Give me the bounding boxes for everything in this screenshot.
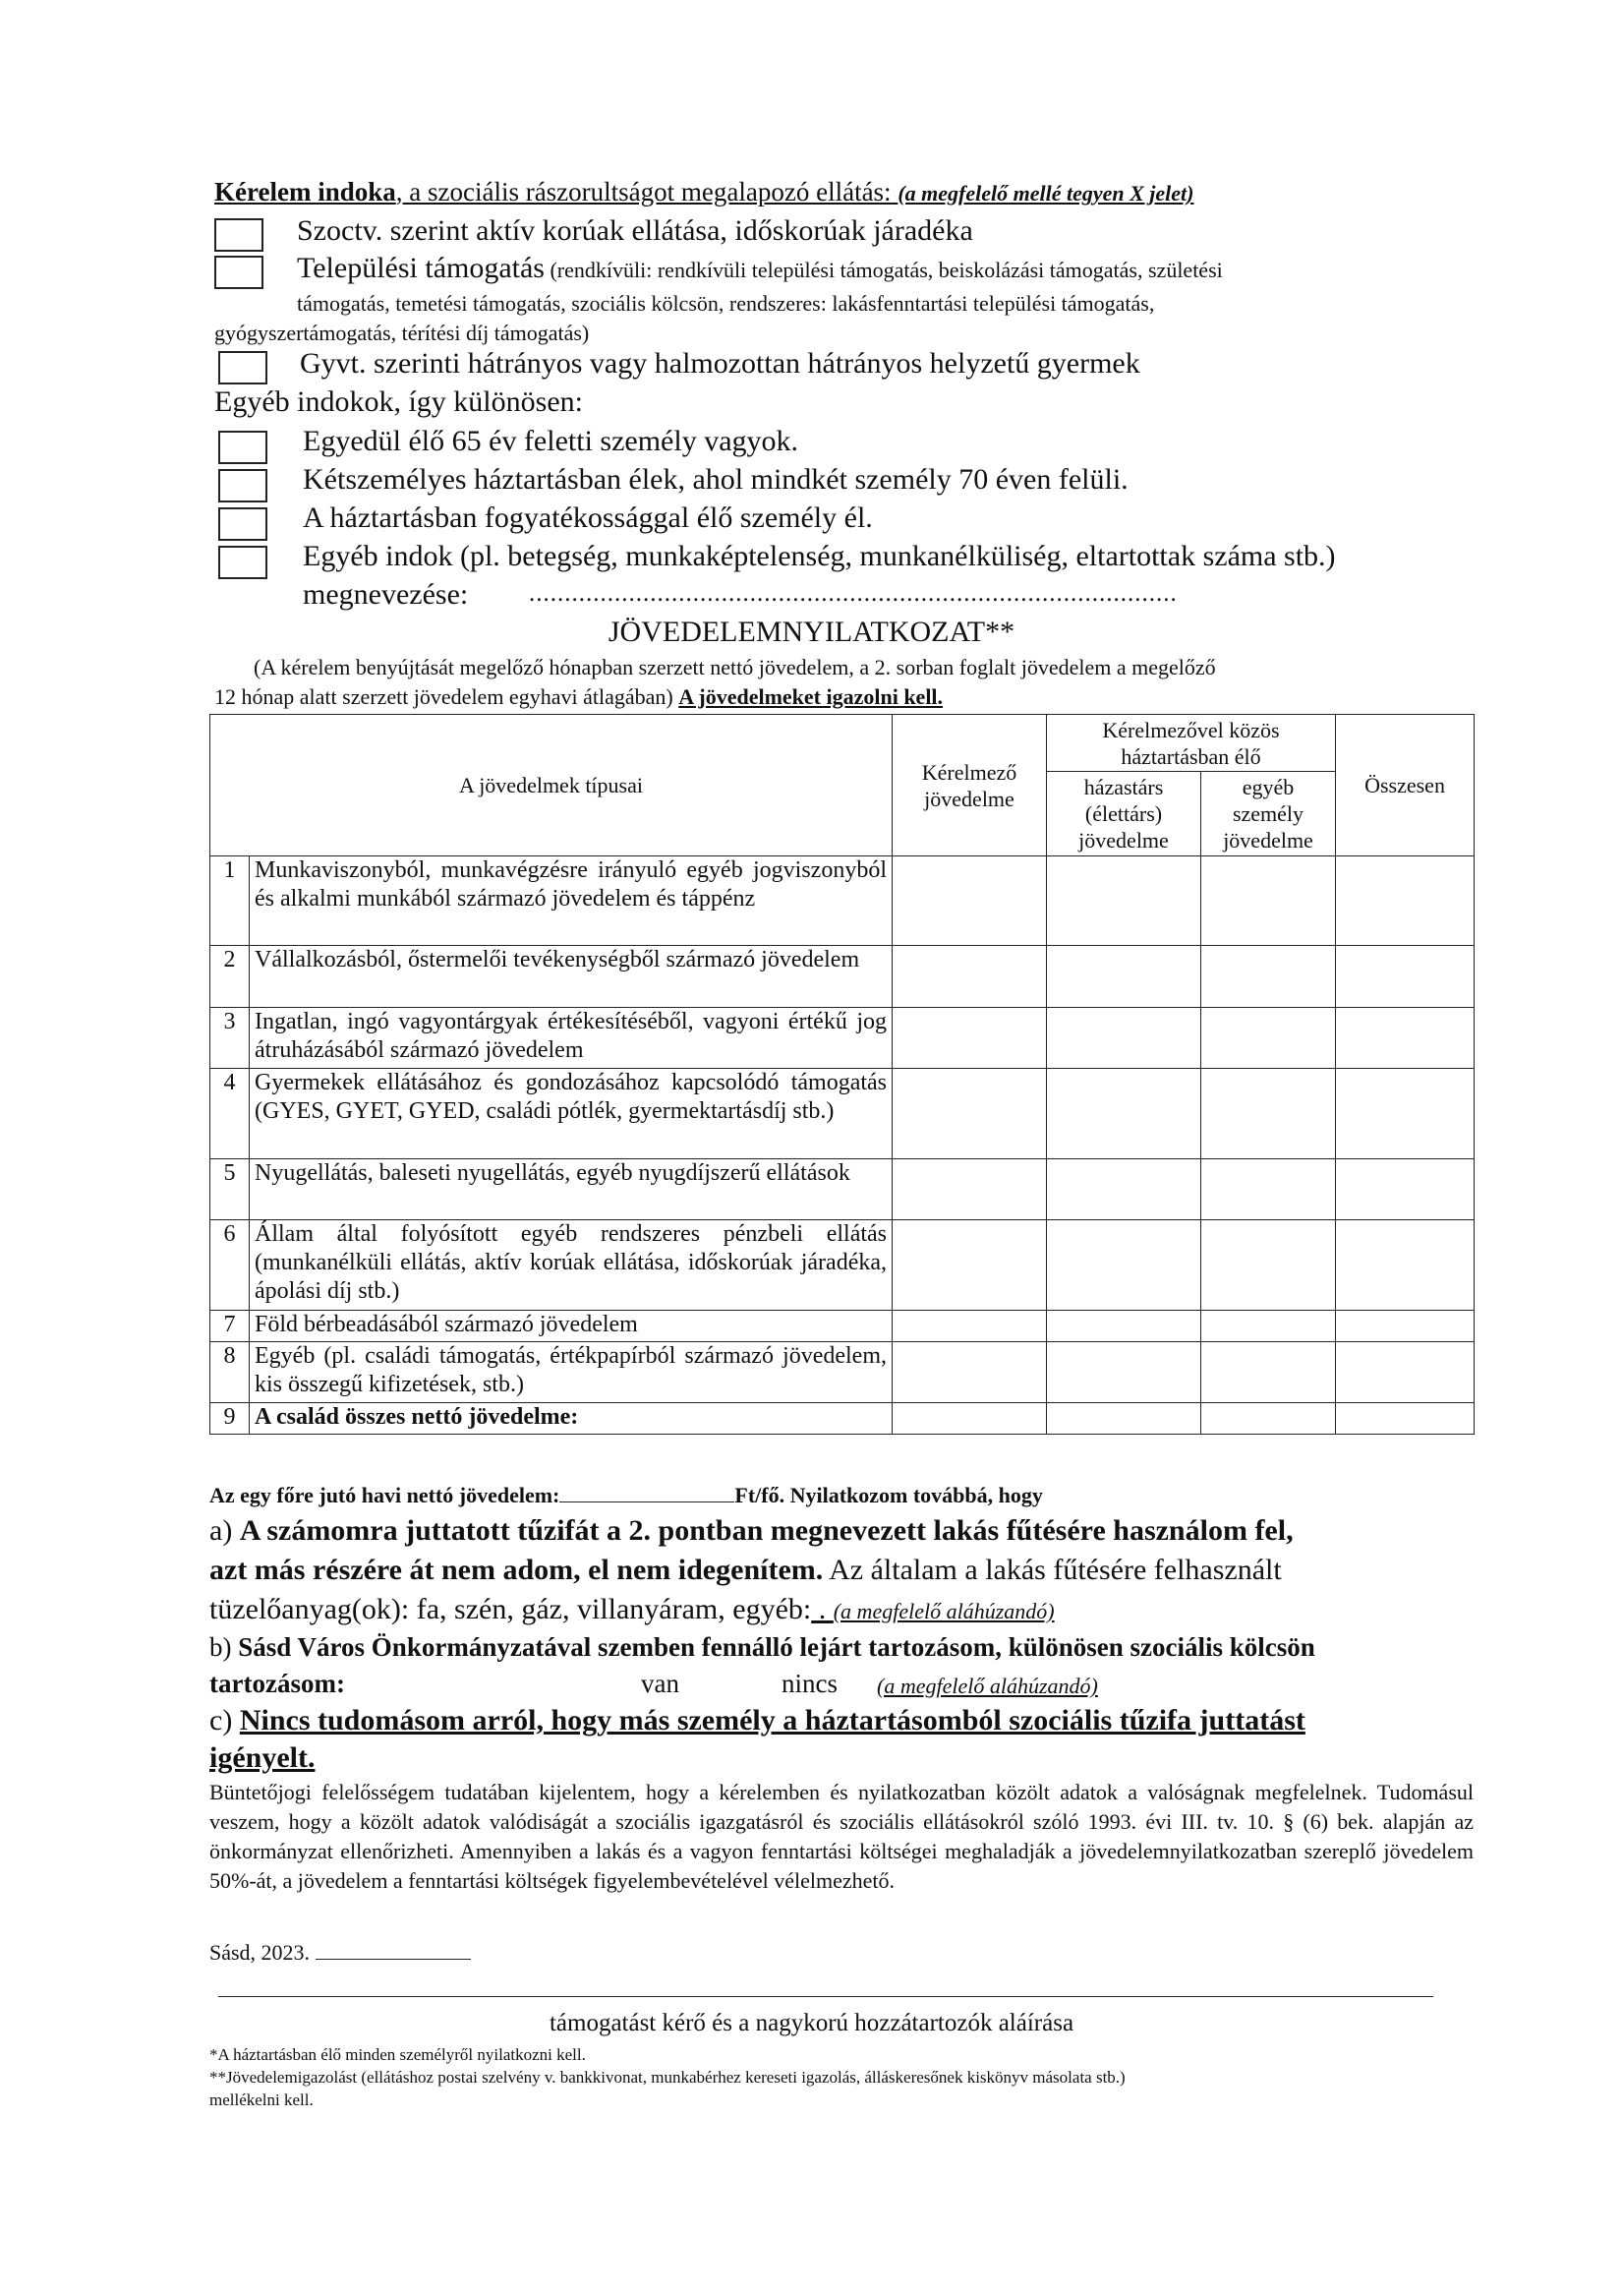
declaration-b-van[interactable]: van [641, 1669, 679, 1698]
cell-other-person[interactable] [1201, 1220, 1336, 1311]
place-date [209, 1940, 471, 1966]
signature-line[interactable] [218, 1996, 1433, 1997]
cell-spouse[interactable] [1047, 1403, 1201, 1435]
reason-item-1: Szoctv. szerint aktív korúak ellátása, időskorúak járadéka [297, 214, 973, 247]
date-field[interactable] [316, 1941, 471, 1960]
declaration-c-prefix: c) [209, 1704, 240, 1737]
declaration-b-note: (a megfelelő aláhúzandó) [877, 1674, 1098, 1698]
declaration-a-bold-1: A számomra juttatott tűzifát a 2. pontban megnevezett lakás fűtésére használom fel, [239, 1514, 1294, 1547]
income-table [209, 714, 1475, 1435]
declaration-a-fuels: tüzelőanyag(ok): fa, szén, gáz, villanyáram, egyéb: [209, 1593, 812, 1625]
cell-total[interactable] [1336, 1220, 1475, 1311]
checkbox-ketszemelyes[interactable] [218, 469, 267, 502]
cell-spouse[interactable] [1047, 1008, 1201, 1069]
checkbox-egyeb-indok[interactable] [218, 546, 267, 579]
declaration-b-prefix: b) [209, 1632, 239, 1662]
col-header-types: A jövedelmek típusai [210, 715, 893, 856]
cell-total[interactable] [1336, 946, 1475, 1008]
reason-item-2-paren-2: támogatás, temetési támogatás, szociális kölcsön, rendszeres: lakásfenntartási települési támogatás, [297, 291, 1155, 316]
row-number: 9 [210, 1403, 250, 1435]
cell-spouse[interactable] [1047, 946, 1201, 1008]
declaration-a-line-3 [209, 1593, 1055, 1626]
other-reason-4-name-field[interactable]: ........................................................................................... [529, 580, 1178, 607]
cell-other-person[interactable] [1201, 946, 1336, 1008]
reason-item-2 [297, 252, 1223, 285]
row-number: 8 [210, 1342, 250, 1403]
per-capita-field[interactable] [559, 1484, 734, 1502]
declaration-a-note: (a megfelelő aláhúzandó) [833, 1599, 1055, 1623]
cell-applicant[interactable] [893, 1069, 1047, 1159]
table-row [210, 946, 1475, 1008]
per-capita-line [209, 1483, 1043, 1508]
cell-spouse[interactable] [1047, 1311, 1201, 1342]
declaration-a-rest-2: Az általam a lakás fűtésére felhasznált [823, 1554, 1282, 1586]
cell-total[interactable] [1336, 1311, 1475, 1342]
cell-total[interactable] [1336, 1159, 1475, 1220]
footnote-1: *A háztartásban élő minden személyről nyilatkozni kell. [209, 2045, 586, 2064]
reason-item-2-paren-3: gyógyszertámogatás, térítési díj támogatás) [214, 321, 590, 345]
cell-total[interactable] [1336, 856, 1475, 946]
declaration-a-blank[interactable]: . [811, 1593, 834, 1625]
col-header-household: Kérelmezővel közös háztartásban élő [1047, 715, 1336, 772]
row-number: 6 [210, 1220, 250, 1311]
income-intro-1: (A kérelem benyújtását megelőző hónapban szerzett nettó jövedelem, a 2. sorban foglalt jövedelem a megelőző [254, 655, 1216, 679]
table-row [210, 1220, 1475, 1311]
row-description: Állam által folyósított egyéb rendszeres pénzbeli ellátás (munkanélküli ellátás, aktív korúak ellátása, időskorúak járadéka, ápolási díj stb.) [250, 1220, 893, 1311]
row-number: 1 [210, 856, 250, 946]
row-number: 4 [210, 1069, 250, 1159]
declaration-a-bold-2: azt más részére át nem adom, el nem idegenítem. [209, 1554, 824, 1586]
table-row [210, 1342, 1475, 1403]
cell-spouse[interactable] [1047, 1159, 1201, 1220]
reason-heading-bold: Kérelem indoka [214, 177, 396, 206]
reason-item-2-main: Települési támogatás [297, 252, 545, 284]
reason-heading [214, 177, 1193, 207]
reason-item-2-paren-1: (rendkívüli: rendkívüli települési támogatás, beiskolázási támogatás, születési [544, 258, 1223, 282]
other-reason-4-name-label: megnevezése: [303, 578, 469, 611]
checkbox-aktiv-koruak[interactable] [214, 218, 263, 252]
declaration-b-bold-1: Sásd Város Önkormányzatával szemben fennálló lejárt tartozásom, különösen szociális kölcsön [238, 1632, 1315, 1662]
cell-other-person[interactable] [1201, 1069, 1336, 1159]
cell-other-person[interactable] [1201, 1159, 1336, 1220]
cell-applicant[interactable] [893, 1008, 1047, 1069]
cell-applicant[interactable] [893, 946, 1047, 1008]
row-number: 2 [210, 946, 250, 1008]
row-number: 3 [210, 1008, 250, 1069]
cell-spouse[interactable] [1047, 1069, 1201, 1159]
cell-other-person[interactable] [1201, 1342, 1336, 1403]
table-row [210, 1069, 1475, 1159]
other-reason-2: Kétszemélyes háztartásban élek, ahol mindkét személy 70 éven felüli. [303, 463, 1129, 496]
cell-applicant[interactable] [893, 1342, 1047, 1403]
col-header-spouse: házastárs (élettárs) jövedelme [1047, 772, 1201, 856]
cell-other-person[interactable] [1201, 1311, 1336, 1342]
row-description: Vállalkozásból, őstermelői tevékenységből származó jövedelem [250, 946, 893, 1008]
place-date-text: Sásd, 2023. [209, 1940, 316, 1965]
other-reason-3: A háztartásban fogyatékossággal élő személy él. [303, 501, 873, 534]
col-header-total: Összesen [1336, 715, 1475, 856]
declaration-b-line-1 [209, 1632, 1315, 1663]
income-title: JÖVEDELEMNYILATKOZAT** [608, 616, 1015, 648]
cell-applicant[interactable] [893, 1403, 1047, 1435]
footnote-2-line-1: **Jövedelemigazolást (ellátáshoz postai szelvény v. bankkivonat, munkabérhez kereseti igazolás, álláskeresőnek kiskönyv másolata stb.) [209, 2068, 1126, 2087]
cell-spouse[interactable] [1047, 856, 1201, 946]
checkbox-gyvt-gyermek[interactable] [218, 351, 267, 384]
reason-heading-note: (a megfelelő mellé tegyen X jelet) [898, 181, 1194, 206]
declaration-b-bold-2: tartozásom: [209, 1669, 345, 1698]
checkbox-fogyatekossag[interactable] [218, 507, 267, 541]
cell-other-person[interactable] [1201, 856, 1336, 946]
table-row [210, 1311, 1475, 1342]
reason-item-3: Gyvt. szerinti hátrányos vagy halmozottan hátrányos helyzetű gyermek [300, 347, 1140, 380]
declaration-a-prefix: a) [209, 1514, 240, 1547]
other-reasons-heading: Egyéb indokok, így különösen: [214, 385, 583, 418]
table-row [210, 856, 1475, 946]
row-description: Föld bérbeadásából származó jövedelem [250, 1311, 893, 1342]
other-reason-4: Egyéb indok (pl. betegség, munkaképtelenség, munkanélküliség, eltartottak száma stb.) [303, 540, 1336, 572]
cell-other-person[interactable] [1201, 1403, 1336, 1435]
col-header-applicant: Kérelmező jövedelme [893, 715, 1047, 856]
row-description: A család összes nettó jövedelme: [250, 1403, 893, 1435]
cell-other-person[interactable] [1201, 1008, 1336, 1069]
row-description: Gyermekek ellátásához és gondozásához kapcsolódó támogatás (GYES, GYET, GYED, családi pótlék, gyermektartásdíj stb.) [250, 1069, 893, 1159]
cell-total[interactable] [1336, 1008, 1475, 1069]
cell-applicant[interactable] [893, 856, 1047, 946]
row-description: Nyugellátás, baleseti nyugellátás, egyéb nyugdíjszerű ellátások [250, 1159, 893, 1220]
cell-applicant[interactable] [893, 1220, 1047, 1311]
row-description: Ingatlan, ingó vagyontárgyak értékesítéséből, vagyoni értékű jog átruházásából származó jövedelem [250, 1008, 893, 1069]
other-reason-1: Egyedül élő 65 év feletti személy vagyok. [303, 425, 799, 457]
table-row [210, 1008, 1475, 1069]
declaration-c-line-1 [209, 1704, 1305, 1737]
income-intro-2 [214, 684, 943, 710]
income-intro-2-text: 12 hónap alatt szerzett jövedelem egyhavi átlagában) [214, 684, 679, 709]
cell-spouse[interactable] [1047, 1342, 1201, 1403]
checkbox-telepulesi-tamogatas[interactable] [214, 256, 263, 289]
cell-total[interactable] [1336, 1069, 1475, 1159]
cell-spouse[interactable] [1047, 1220, 1201, 1311]
row-number: 7 [210, 1311, 250, 1342]
declaration-c-bold-1: Nincs tudomásom arról, hogy más személy a háztartásomból szociális tűzifa juttatást [239, 1704, 1305, 1737]
signature-label: támogatást kérő és a nagykorú hozzátartozók aláírása [549, 2010, 1074, 2036]
row-description: Munkaviszonyból, munkavégzésre irányuló egyéb jogviszonyból és alkalmi munkából származó jövedelem és táppénz [250, 856, 893, 946]
reason-heading-rest: , a szociális rászorultságot megalapozó ellátás: [395, 177, 898, 206]
col-header-other: egyéb személy jövedelme [1201, 772, 1336, 856]
table-row-total [210, 1403, 1475, 1435]
declaration-a-line-1 [209, 1514, 1294, 1548]
income-intro-2-bold: A jövedelmeket igazolni kell. [678, 684, 944, 709]
declaration-b-nincs[interactable]: nincs [782, 1669, 838, 1698]
checkbox-egyedul-elo[interactable] [218, 431, 267, 464]
cell-total[interactable] [1336, 1403, 1475, 1435]
row-number: 5 [210, 1159, 250, 1220]
table-row [210, 1159, 1475, 1220]
footnote-2-line-2: mellékelni kell. [209, 2090, 314, 2109]
per-capita-unit: Ft/fő. Nyilatkozom továbbá, hogy [734, 1483, 1043, 1507]
per-capita-label: Az egy főre jutó havi nettó jövedelem: [209, 1483, 560, 1507]
cell-total[interactable] [1336, 1342, 1475, 1403]
cell-applicant[interactable] [893, 1159, 1047, 1220]
declaration-c-bold-2: igényelt. [209, 1741, 316, 1774]
row-description: Egyéb (pl. családi támogatás, értékpapírból származó jövedelem, kis összegű kifizetések, stb.) [250, 1342, 893, 1403]
cell-applicant[interactable] [893, 1311, 1047, 1342]
declaration-a-line-2 [209, 1554, 1282, 1587]
liability-statement: Büntetőjogi felelősségem tudatában kijelentem, hogy a kérelemben és nyilatkozatban közölt adatok a valóságnak megfelelnek. Tudomásul veszem, hogy a közölt adatok valódiságát a szociális igazgatásról és szociális ellátásokról szóló 1993. évi III. tv. 10. § (6) bek. alapján az önkormányzat ellenőrizheti. Amennyiben a lakás és a vagyon fenntartási költségei meghaladják a jövedelemnyilatkozatban szereplő jövedelem 50%-át, a jövedelem a fenntartási költségek figyelembevételével vélelmezhető. [209, 1780, 1474, 1893]
